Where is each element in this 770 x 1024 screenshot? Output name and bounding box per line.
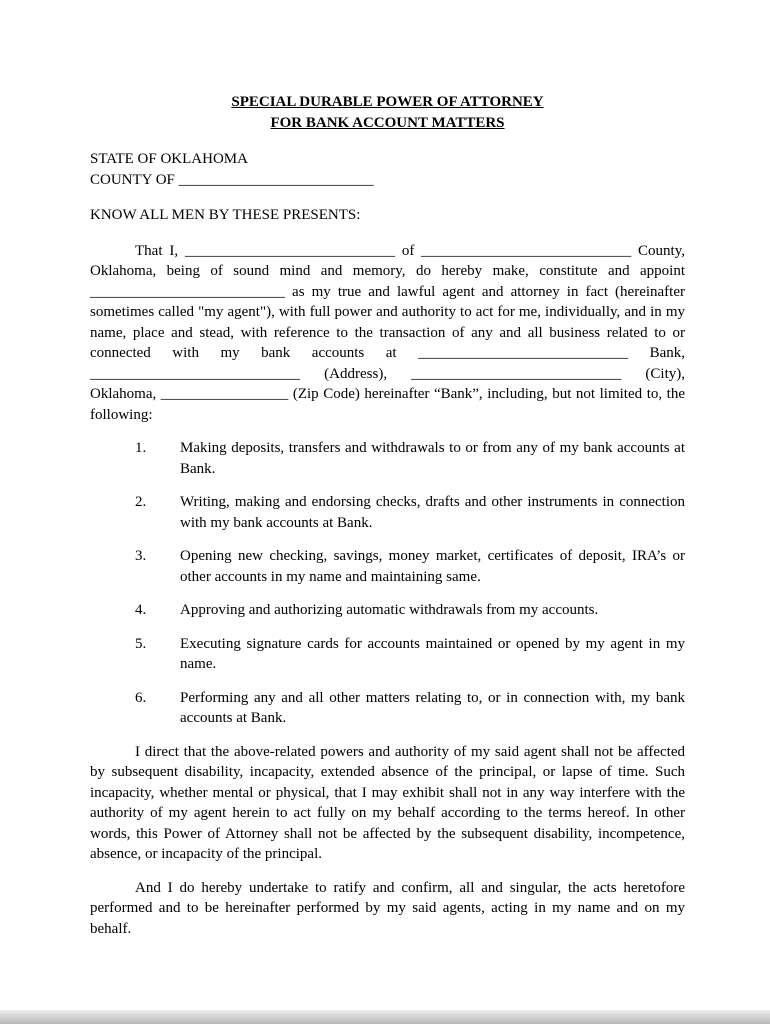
power-item [135,600,685,621]
power-item-text: Approving and authorizing automatic withdrawals from my accounts. [180,602,599,618]
title-line-2: FOR BANK ACCOUNT MATTERS [270,114,505,131]
ratification-paragraph: And I do hereby undertake to ratify and confirm, all and singular, the acts heretofore performed and to be hereinafter performed by my said agents, acting in my name and on my behalf. [90,879,685,937]
intro-paragraph: That I, ____________________________ of ____________________________ County, Oklahoma, being of sound mind and memory, do hereby make, constitute and appoint __________________________ as my true and lawful agent and attorney in fact (hereinafter sometimes called "my agent"), with full power and authority to act for me, individually, and in my name, place and stead, with reference to the transaction of any and all business related to or connected with my bank accounts at ____________________________ Bank, ____________________________ (Address), ____________________________ (City), Oklahoma, _________________ (Zip Code) hereinafter “Bank”, including, but not limited to, the following: [90,242,685,423]
power-item-text: Executing signature cards for accounts maintained or opened by my agent in my name. [180,635,685,672]
power-item-text: Opening new checking, savings, money market, certificates of deposit, IRA’s or other accounts in my name and maintaining same. [180,548,685,585]
power-item-number: 2. [135,494,147,510]
title-row [90,113,685,134]
page-bottom-edge [0,1010,770,1024]
title-row [90,92,685,113]
durability-paragraph: I direct that the above-related powers and authority of my said agent shall not be affected by subsequent disability, incapacity, extended absence of the principal, or lapse of time. Such incapacity, whether mental or physical, that I may exhibit shall not in any way interfere with the authority of my agent herein to act fully on my behalf according to the terms hereof. In other words, this Power of Attorney shall not be affected by the subsequent disability, incompetence, absence, or incapacity of the principal. [90,743,685,862]
document-title [90,92,685,133]
power-item [135,688,685,729]
title-line-1: SPECIAL DURABLE POWER OF ATTORNEY [231,94,544,110]
power-item-text: Performing any and all other matters relating to, or in connection with, my bank accounts at Bank. [180,689,685,726]
power-item-text: Writing, making and endorsing checks, drafts and other instruments in connection with my bank accounts at Bank. [180,494,685,531]
powers-list [135,438,685,729]
power-item-number: 3. [135,548,147,564]
county-label: COUNTY OF [90,171,175,188]
power-item [135,546,685,587]
county-blank: __________________________ [178,171,374,188]
power-item-number: 6. [135,689,147,706]
power-item-text: Making deposits, transfers and withdrawals to or from any of my bank accounts at Bank. [180,440,685,477]
presents-line: KNOW ALL MEN BY THESE PRESENTS: [90,207,361,223]
power-item [135,492,685,533]
power-item-number: 5. [135,635,147,652]
power-item [135,634,685,675]
caption-block [90,149,685,190]
power-item-number: 1. [135,440,147,456]
county-line [90,170,685,191]
power-item [135,438,685,479]
state-line: STATE OF OKLAHOMA [90,151,248,167]
power-item-number: 4. [135,602,147,618]
